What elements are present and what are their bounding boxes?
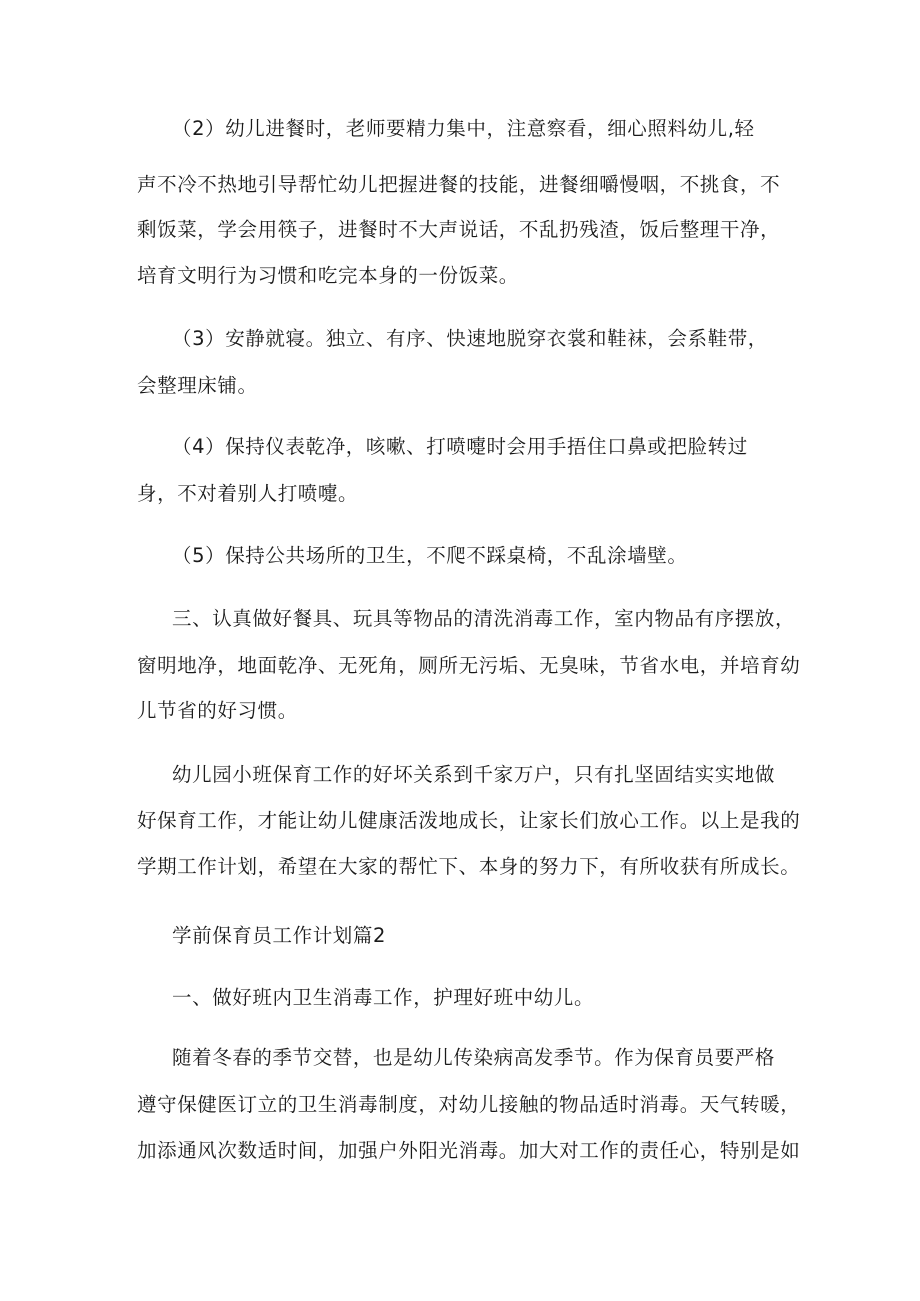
text-line: （5）保持公共场所的卫生，不爬不踩桌椅，不乱涂墙壁。: [172, 544, 688, 567]
text-line: 身，不对着别人打喷嚏。: [137, 482, 359, 505]
text-line: （2）幼儿进餐时，老师要精力集中，注意察看，细心照料幼儿,轻: [172, 117, 755, 140]
section-title: 学前保育员工作计划篇2: [172, 924, 387, 947]
text-line: 培育文明行为习惯和吃完本身的一份饭菜。: [137, 264, 519, 287]
text-line: 幼儿园小班保育工作的好坏关系到千家万户，只有扎坚固结实实地做: [172, 763, 776, 786]
text-line: 加添通风次数适时间，加强户外阳光消毒。加大对工作的责任心，特别是如: [137, 1139, 801, 1162]
text-line: 一、做好班内卫生消毒工作，护理好班中幼儿。: [172, 986, 595, 1009]
text-line: 随着冬春的季节交替，也是幼儿传染病高发季节。作为保育员要严格: [172, 1046, 776, 1069]
text-line: 剩饭菜，学会用筷子，进餐时不大声说话，不乱扔残渣，饭后整理干净，: [137, 218, 781, 241]
text-line: 好保育工作，才能让幼儿健康活泼地成长，让家长们放心工作。以上是我的: [137, 809, 801, 832]
text-line: 声不冷不热地引导帮忙幼儿把握进餐的技能，进餐细嚼慢咽，不挑食，不: [137, 173, 781, 196]
text-line: 会整理床铺。: [137, 374, 258, 397]
text-line: 窗明地净，地面乾净、无死角，厕所无污垢、无臭味，节省水电，并培育幼: [137, 654, 801, 677]
text-line: 儿节省的好习惯。: [137, 699, 298, 722]
text-line: 三、认真做好餐具、玩具等物品的清洗消毒工作，室内物品有序摆放，: [172, 607, 796, 630]
text-line: 学期工作计划，希望在大家的帮忙下、本身的努力下，有所收获有所成长。: [137, 855, 801, 878]
text-line: （4）保持仪表乾净，咳嗽、打喷嚏时会用手捂住口鼻或把脸转过: [172, 435, 748, 458]
text-line: 遵守保健医订立的卫生消毒制度，对幼儿接触的物品适时消毒。天气转暖，: [137, 1093, 801, 1116]
text-line: （3）安静就寝。独立、有序、快速地脱穿衣裳和鞋袜，会系鞋带，: [172, 327, 768, 350]
